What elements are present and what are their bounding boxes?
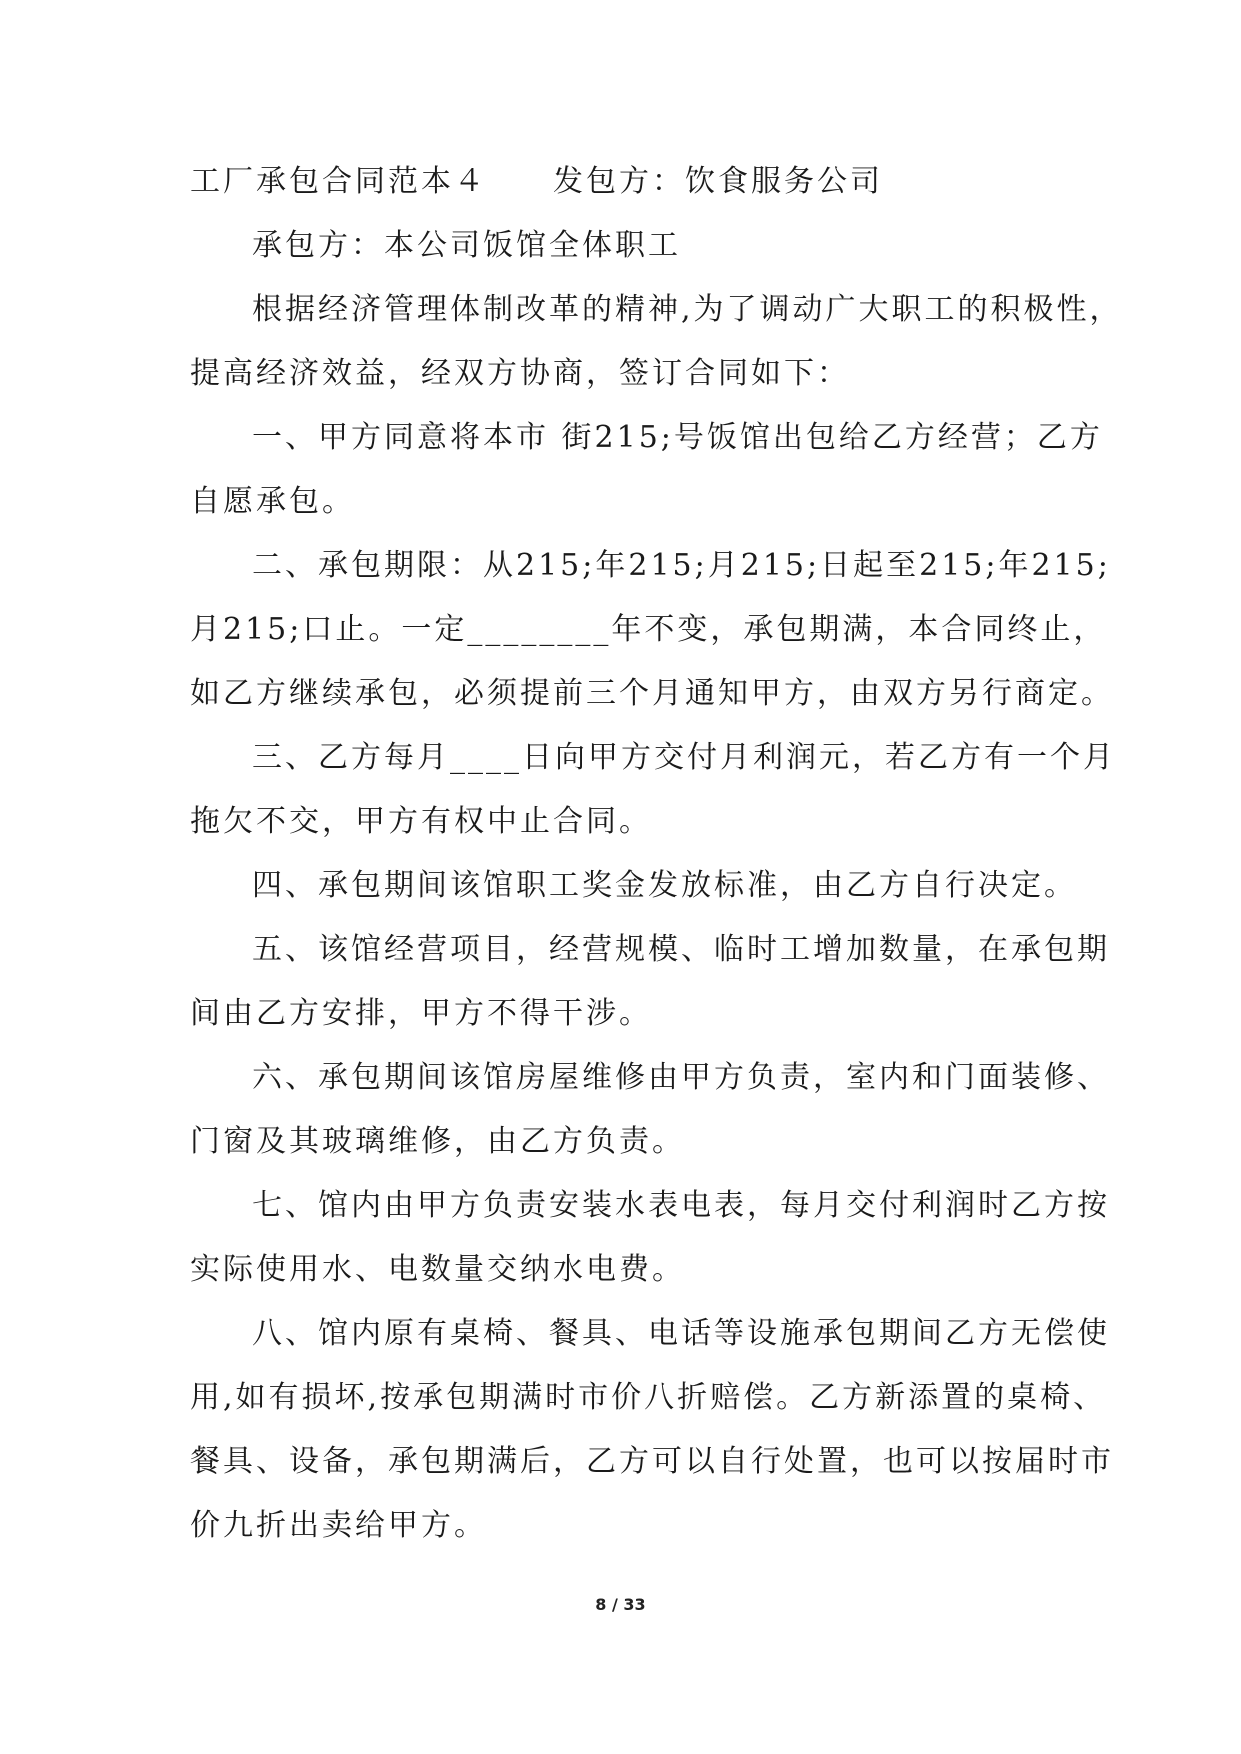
text-line: 六、承包期间该馆房屋维修由甲方负责，室内和门面装修、 (252, 1060, 1110, 1095)
document-body (190, 150, 1123, 1558)
text-line: 承包方：本公司饭馆全体职工 (252, 228, 681, 263)
text-line: 二、承包期限：从215;年215;月215;日起至215;年215; (252, 548, 1111, 583)
text-line: 一、甲方同意将本市 街215;号饭馆出包给乙方经营；乙方 (252, 420, 1103, 455)
text-line: 自愿承包。 (190, 484, 355, 519)
text-line: 五、该馆经营项目，经营规模、临时工增加数量，在承包期 (252, 932, 1110, 967)
text-line: 价九折出卖给甲方。 (190, 1508, 487, 1543)
text-line: 根据经济管理体制改革的精神,为了调动广大职工的积极性， (252, 292, 1123, 327)
text-line: 四、承包期间该馆职工奖金发放标准，由乙方自行决定。 (252, 868, 1077, 903)
text-line: 如乙方继续承包，必须提前三个月通知甲方，由双方另行商定。 (190, 676, 1114, 711)
text-line: 间由乙方安排，甲方不得干涉。 (190, 996, 652, 1031)
text-line: 餐具、设备，承包期满后，乙方可以自行处置，也可以按届时市 (190, 1444, 1114, 1479)
text-line: 实际使用水、电数量交纳水电费。 (190, 1252, 685, 1287)
text-line: 三、乙方每月____日向甲方交付月利润元，若乙方有一个月 (252, 740, 1116, 775)
page-number: 8 / 33 (595, 1595, 646, 1614)
text-line: 用,如有损坏,按承包期满时市价八折赔偿。乙方新添置的桌椅、 (190, 1380, 1107, 1415)
text-line: 工厂承包合同范本４ 发包方：饮食服务公司 (190, 164, 883, 199)
text-line: 八、馆内原有桌椅、餐具、电话等设施承包期间乙方无偿使 (252, 1316, 1110, 1351)
text-line: 门窗及其玻璃维修，由乙方负责。 (190, 1124, 685, 1159)
text-line: 提高经济效益，经双方协商，签订合同如下： (190, 356, 850, 391)
text-line: 月215;口止。一定________年不变，承包期满，本合同终止， (190, 612, 1107, 647)
text-line: 七、馆内由甲方负责安装水表电表，每月交付利润时乙方按 (252, 1188, 1110, 1223)
text-line: 拖欠不交，甲方有权中止合同。 (190, 804, 652, 839)
